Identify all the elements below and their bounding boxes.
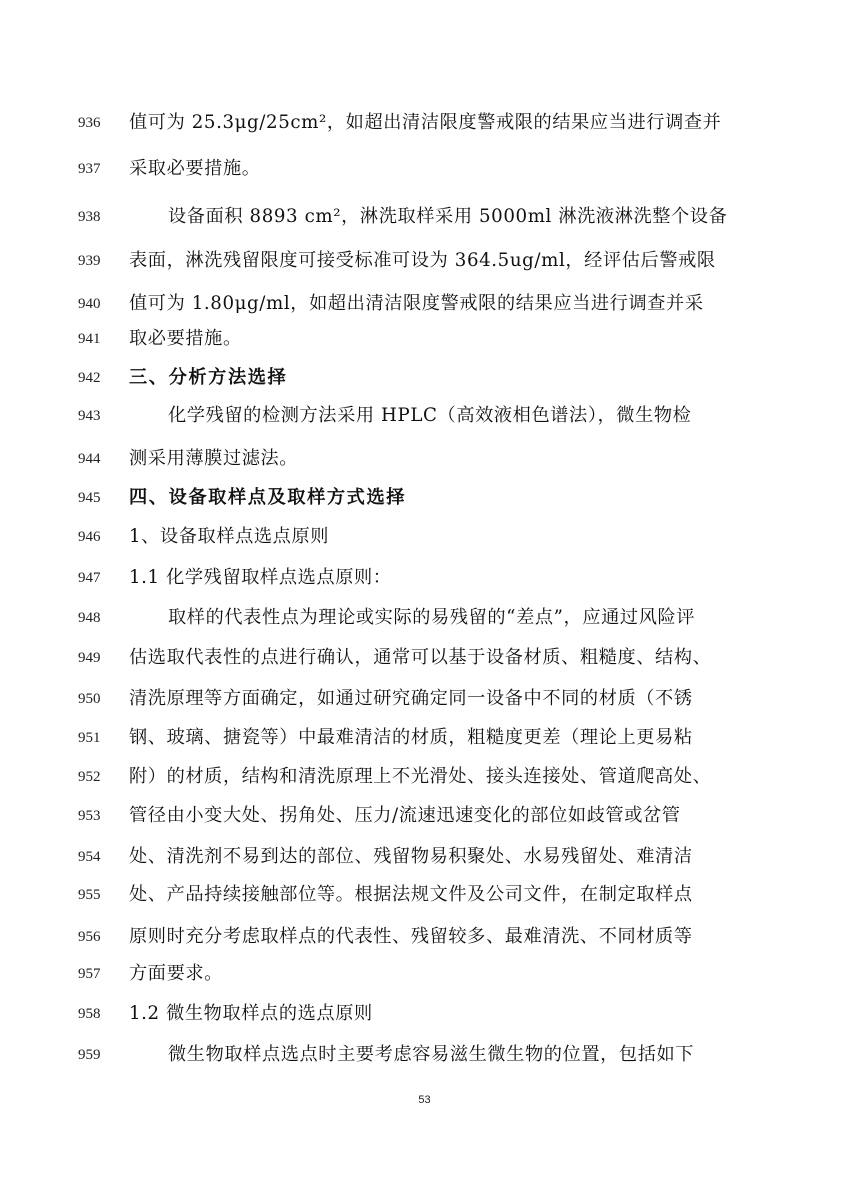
text-line <box>0 152 849 186</box>
line-number: 951 <box>78 730 101 746</box>
text-line <box>0 601 849 635</box>
line-text: 钢、玻璃、搪瓷等）中最难清洁的材质，粗糙度更差（理论上更易粘 <box>129 727 693 748</box>
line-text: 值可为 1.80μg/ml，如超出清洁限度警戒限的结果应当进行调查并采 <box>129 293 704 314</box>
line-text: 化学残留的检测方法采用 HPLC（高效液相色谱法），微生物检 <box>168 405 692 426</box>
text-line <box>0 760 849 794</box>
text-line <box>0 200 849 234</box>
line-text: 取样的代表性点为理论或实际的易残留的“差点”，应通过风险评 <box>168 607 696 628</box>
line-number: 955 <box>78 887 101 903</box>
line-number: 952 <box>78 769 101 785</box>
line-text: 1、设备取样点选点原则 <box>129 526 330 547</box>
line-text: 估选取代表性的点进行确认，通常可以基于设备材质、粗糙度、结构、 <box>129 647 712 668</box>
line-text: 1.2 微生物取样点的选点原则 <box>129 1003 373 1024</box>
line-text: 值可为 25.3μg/25cm²，如超出清洁限度警戒限的结果应当进行调查并 <box>129 112 722 133</box>
line-text: 原则时充分考虑取样点的代表性、残留较多、最难清洗、不同材质等 <box>129 926 693 947</box>
text-line <box>0 997 849 1031</box>
text-line <box>0 1038 849 1072</box>
line-number: 944 <box>78 451 101 467</box>
line-number: 954 <box>78 849 101 865</box>
line-number: 941 <box>78 331 101 347</box>
text-line <box>0 244 849 278</box>
line-number: 948 <box>78 610 101 626</box>
text-line <box>0 799 849 833</box>
line-text: 表面，淋洗残留限度可接受标准可设为 364.5ug/ml，经评估后警戒限 <box>129 250 716 271</box>
line-number: 942 <box>78 370 101 386</box>
line-number: 958 <box>78 1006 101 1022</box>
line-number: 950 <box>78 691 101 707</box>
line-text: 处、清洗剂不易到达的部位、残留物易积聚处、水易残留处、难清洁 <box>129 846 693 867</box>
line-text: 管径由小变大处、拐角处、压力/流速迅速变化的部位如歧管或岔管 <box>129 805 681 826</box>
text-line <box>0 840 849 874</box>
line-number: 949 <box>78 650 101 666</box>
line-number: 956 <box>78 929 101 945</box>
line-text: 取必要措施。 <box>129 328 242 349</box>
page-number: 53 <box>418 1094 431 1106</box>
text-line <box>0 361 849 395</box>
line-text: 附）的材质，结构和清洗原理上不光滑处、接头连接处、管道爬高处、 <box>129 766 712 787</box>
text-line <box>0 878 849 912</box>
text-line <box>0 561 849 595</box>
section-heading: 三、分析方法选择 <box>129 367 288 388</box>
text-line <box>0 957 849 991</box>
line-text: 设备面积 8893 cm²，淋洗取样采用 5000ml 淋洗液淋洗整个设备 <box>168 206 728 227</box>
line-number: 937 <box>78 161 101 177</box>
line-number: 953 <box>78 808 101 824</box>
text-line <box>0 322 849 356</box>
line-number: 959 <box>78 1047 101 1063</box>
text-line <box>0 442 849 476</box>
text-line <box>0 641 849 675</box>
line-number: 945 <box>78 490 101 506</box>
line-number: 940 <box>78 296 101 312</box>
text-line <box>0 682 849 716</box>
line-number: 947 <box>78 570 101 586</box>
text-line <box>0 920 849 954</box>
line-text: 方面要求。 <box>129 963 223 984</box>
text-line <box>0 106 849 140</box>
line-text: 处、产品持续接触部位等。根据法规文件及公司文件，在制定取样点 <box>129 884 693 905</box>
line-number: 936 <box>78 115 101 131</box>
line-number: 957 <box>78 966 101 982</box>
line-text: 微生物取样点选点时主要考虑容易滋生微生物的位置，包括如下 <box>168 1044 695 1065</box>
line-text: 1.1 化学残留取样点选点原则： <box>129 567 392 588</box>
text-line <box>0 520 849 554</box>
text-line <box>0 399 849 433</box>
text-line <box>0 481 849 515</box>
line-number: 943 <box>78 408 101 424</box>
text-line <box>0 287 849 321</box>
line-text: 清洗原理等方面确定，如通过研究确定同一设备中不同的材质（不锈 <box>129 688 693 709</box>
line-number: 946 <box>78 529 101 545</box>
section-heading: 四、设备取样点及取样方式选择 <box>129 487 407 508</box>
text-line <box>0 721 849 755</box>
line-text: 测采用薄膜过滤法。 <box>129 448 299 469</box>
line-text: 采取必要措施。 <box>129 158 261 179</box>
line-number: 939 <box>78 253 101 269</box>
line-number: 938 <box>78 209 101 225</box>
